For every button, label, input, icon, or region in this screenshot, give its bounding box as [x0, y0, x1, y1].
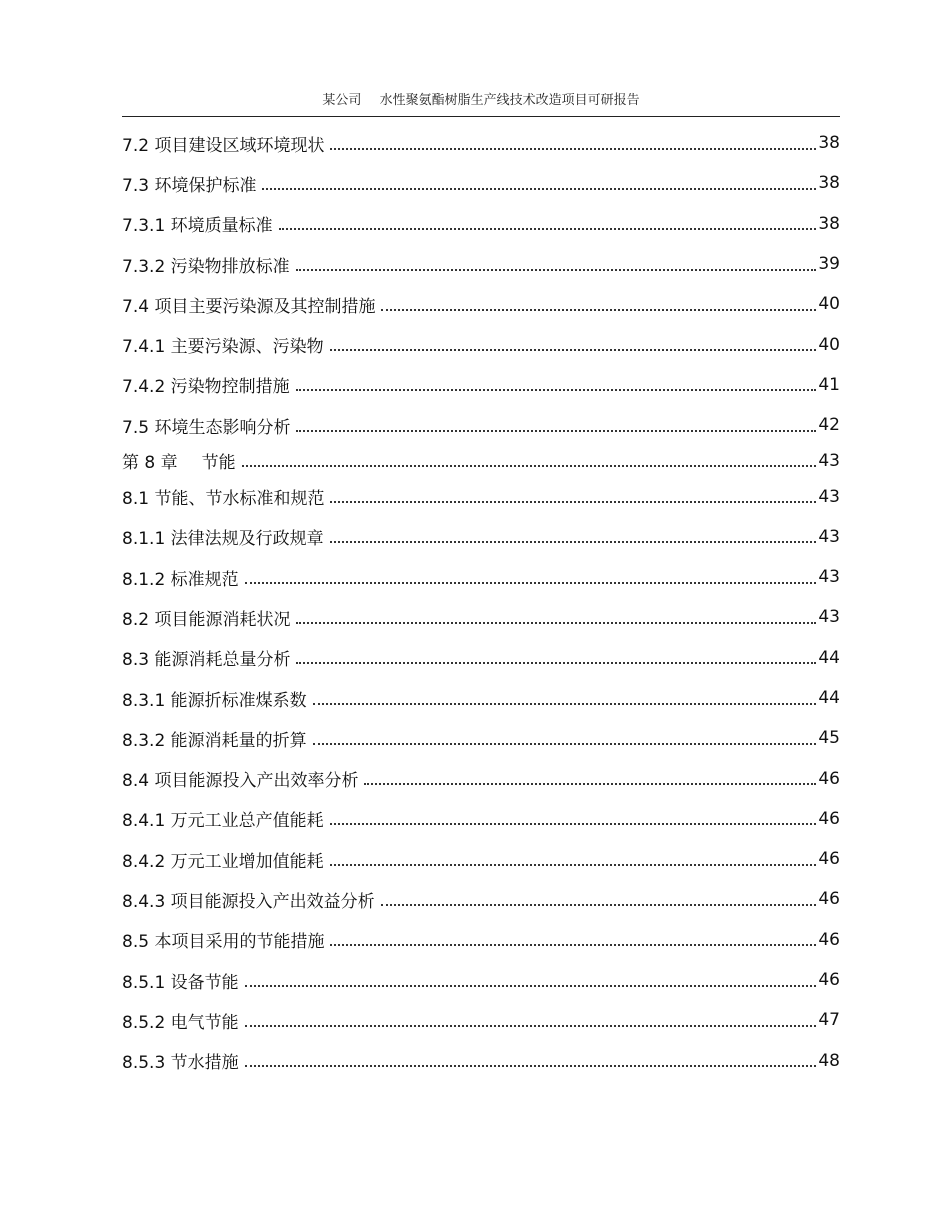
- toc-entry-page: 40: [818, 334, 840, 355]
- toc-entry[interactable]: [122, 839, 840, 879]
- toc-entry-title: [122, 726, 313, 751]
- toc-entry-number: 8.5.1: [122, 972, 166, 993]
- toc-entry-label: 节能: [201, 453, 236, 474]
- toc-entry-page: 43: [818, 567, 840, 588]
- toc-entry-title: [122, 1008, 245, 1033]
- toc-entry-page: 45: [818, 728, 840, 749]
- dot-leader: [296, 621, 816, 624]
- toc-entry[interactable]: [122, 1000, 840, 1040]
- dot-leader: [245, 1064, 816, 1067]
- toc-entry-label: 节水措施: [170, 1053, 239, 1074]
- toc-entry-label: 电气节能: [170, 1012, 239, 1033]
- toc-entry-page: 46: [818, 768, 840, 789]
- toc-entry[interactable]: [122, 920, 840, 960]
- toc-entry[interactable]: [122, 799, 840, 839]
- toc-entry-label: 主要污染源、污染物: [170, 337, 324, 358]
- dot-leader: [330, 943, 816, 946]
- dot-leader: [245, 1024, 816, 1027]
- dot-leader: [262, 187, 816, 190]
- toc-entry[interactable]: [122, 718, 840, 758]
- toc-entry-label: 标准规范: [170, 569, 239, 590]
- toc-entry-page: 43: [818, 486, 840, 507]
- dot-leader: [330, 500, 816, 503]
- toc-entry[interactable]: [122, 758, 840, 798]
- toc-entry-page: 46: [818, 889, 840, 910]
- toc-entry[interactable]: [122, 284, 840, 324]
- toc-entry[interactable]: [122, 879, 840, 919]
- toc-entry[interactable]: [122, 557, 840, 597]
- toc-entry-label: 项目能源投入产出效益分析: [170, 891, 375, 912]
- dot-leader: [245, 984, 816, 987]
- toc-entry[interactable]: [122, 678, 840, 718]
- header-title: 水性聚氨酯树脂生产线技术改造项目可研报告: [379, 93, 640, 108]
- toc-entry-page: 44: [818, 688, 840, 708]
- toc-entry-page: 46: [818, 849, 840, 870]
- dot-leader: [330, 863, 816, 866]
- toc-entry-number: 8.3.1: [122, 690, 166, 711]
- toc-entry-label: 环境质量标准: [170, 216, 273, 237]
- toc-entry-label: 环境保护标准: [154, 175, 257, 196]
- toc-entry-number: 8.3.2: [122, 730, 166, 751]
- toc-entry-title: [122, 252, 296, 277]
- toc-entry-title: [122, 847, 330, 872]
- toc-entry-number: 7.3: [122, 175, 150, 196]
- toc-entry-number: 8.5.3: [122, 1053, 166, 1074]
- toc-entry-label: 项目建设区域环境现状: [154, 135, 325, 156]
- toc-entry-number: 8.5: [122, 932, 150, 953]
- toc-entry-number: 8.1.2: [122, 569, 166, 590]
- toc-entry-title: [122, 806, 330, 831]
- toc-entry-page: 46: [818, 929, 840, 950]
- dot-leader: [313, 742, 816, 745]
- toc-entry[interactable]: [122, 123, 840, 163]
- toc-entry-title: [122, 171, 262, 196]
- toc-entry-title: [122, 448, 242, 473]
- toc-entry-number: 7.3.1: [122, 216, 166, 237]
- toc-entry[interactable]: [122, 244, 840, 284]
- dot-leader: [364, 782, 816, 785]
- toc-entry[interactable]: [122, 517, 840, 557]
- toc-entry-number: 8.1.1: [122, 529, 166, 550]
- dot-leader: [330, 147, 816, 150]
- toc-entry-title: [122, 887, 381, 912]
- toc-entry-page: 39: [818, 254, 840, 275]
- toc-entry-label: 本项目采用的节能措施: [154, 932, 325, 953]
- toc-entry-label: 能源折标准煤系数: [170, 690, 307, 711]
- toc-entry-number: 7.4.1: [122, 337, 166, 358]
- toc-entry-number: 8.4.1: [122, 811, 166, 832]
- toc-entry-number: 7.2: [122, 135, 150, 156]
- toc-entry-label: 污染物控制措施: [170, 377, 290, 398]
- toc-entry-number: 8.4: [122, 771, 150, 792]
- toc-entry-title: [122, 292, 381, 317]
- dot-leader: [245, 581, 816, 584]
- toc-entry-title: [122, 565, 245, 590]
- toc-entry-label: 项目能源消耗状况: [154, 609, 291, 630]
- toc-entry-page: 40: [818, 294, 840, 315]
- toc-entry-page: 44: [818, 647, 840, 668]
- toc-chapter-entry[interactable]: [122, 445, 840, 476]
- dot-leader: [381, 903, 816, 906]
- toc-entry-title: [122, 605, 296, 630]
- toc-entry-page: 42: [818, 415, 840, 436]
- toc-entry-number: 7.4: [122, 296, 150, 317]
- toc-entry-title: [122, 372, 296, 397]
- toc-entry-number: 8.2: [122, 609, 150, 630]
- toc-entry-page: 38: [818, 173, 840, 194]
- toc-entry[interactable]: [122, 324, 840, 364]
- dot-leader: [242, 464, 816, 467]
- dot-leader: [313, 702, 816, 705]
- toc-entry-title: [122, 131, 330, 156]
- toc-entry-number: 8.5.2: [122, 1012, 166, 1033]
- page-header: [122, 90, 840, 117]
- dot-leader: [330, 540, 816, 543]
- toc-entry-number: 第 8 章: [122, 453, 178, 474]
- toc-entry-number: 8.4.3: [122, 891, 166, 912]
- toc-entry-page: 47: [818, 1010, 840, 1031]
- dot-leader: [296, 268, 816, 271]
- toc-entry-number: 7.3.2: [122, 256, 166, 277]
- dot-leader: [279, 227, 816, 230]
- toc-entry-label: 万元工业增加值能耗: [170, 851, 324, 872]
- toc-entry-number: 7.5: [122, 417, 150, 438]
- toc-entry[interactable]: [122, 476, 840, 516]
- toc-entry-page: 43: [818, 526, 840, 547]
- toc-entry-label: 万元工业总产值能耗: [170, 811, 324, 832]
- toc-entry-title: [122, 524, 330, 549]
- toc-entry-page: 38: [818, 213, 840, 234]
- dot-leader: [330, 348, 816, 351]
- toc-entry-page: 46: [818, 808, 840, 829]
- toc-entry-label: 设备节能: [170, 972, 239, 993]
- toc-entry-page: 48: [818, 1050, 840, 1071]
- toc-entry-number: 8.1: [122, 489, 150, 510]
- toc-entry-number: 8.4.2: [122, 851, 166, 872]
- table-of-contents: [122, 123, 840, 1081]
- toc-entry[interactable]: [122, 1041, 840, 1081]
- toc-entry-title: [122, 1048, 245, 1073]
- toc-entry-label: 法律法规及行政规章: [170, 529, 324, 550]
- toc-entry-page: 38: [818, 133, 840, 154]
- toc-entry-number: 8.3: [122, 650, 150, 671]
- header-company: 某公司: [322, 93, 362, 108]
- toc-entry-title: [122, 484, 330, 509]
- toc-entry-title: [122, 927, 330, 952]
- toc-entry-label: 节能、节水标准和规范: [154, 489, 325, 510]
- dot-leader: [296, 388, 816, 391]
- dot-leader: [381, 308, 816, 311]
- toc-entry[interactable]: [122, 638, 840, 678]
- toc-entry[interactable]: [122, 405, 840, 445]
- toc-entry-page: 43: [818, 450, 840, 471]
- toc-entry-number: 7.4.2: [122, 377, 166, 398]
- toc-entry[interactable]: [122, 163, 840, 203]
- toc-entry-label: 污染物排放标准: [170, 256, 290, 277]
- toc-entry-title: [122, 766, 364, 791]
- toc-entry-page: 43: [818, 607, 840, 628]
- toc-entry-label: 能源消耗总量分析: [154, 650, 291, 671]
- dot-leader: [296, 429, 816, 432]
- dot-leader: [296, 661, 816, 664]
- toc-entry-page: 41: [818, 374, 840, 395]
- toc-entry[interactable]: [122, 204, 840, 244]
- toc-entry-label: 项目能源投入产出效率分析: [154, 771, 359, 792]
- toc-entry-title: [122, 686, 313, 711]
- toc-entry[interactable]: [122, 960, 840, 1000]
- toc-entry-title: [122, 645, 296, 670]
- toc-entry-label: 环境生态影响分析: [154, 417, 291, 438]
- toc-entry-title: [122, 413, 296, 438]
- toc-entry[interactable]: [122, 365, 840, 405]
- toc-entry-title: [122, 968, 245, 993]
- toc-entry-page: 46: [818, 970, 840, 991]
- toc-entry-label: 项目主要污染源及其控制措施: [154, 296, 376, 317]
- toc-entry-title: [122, 211, 279, 236]
- dot-leader: [330, 822, 816, 825]
- toc-entry[interactable]: [122, 597, 840, 637]
- toc-entry-title: [122, 332, 330, 357]
- toc-entry-label: 能源消耗量的折算: [170, 730, 307, 751]
